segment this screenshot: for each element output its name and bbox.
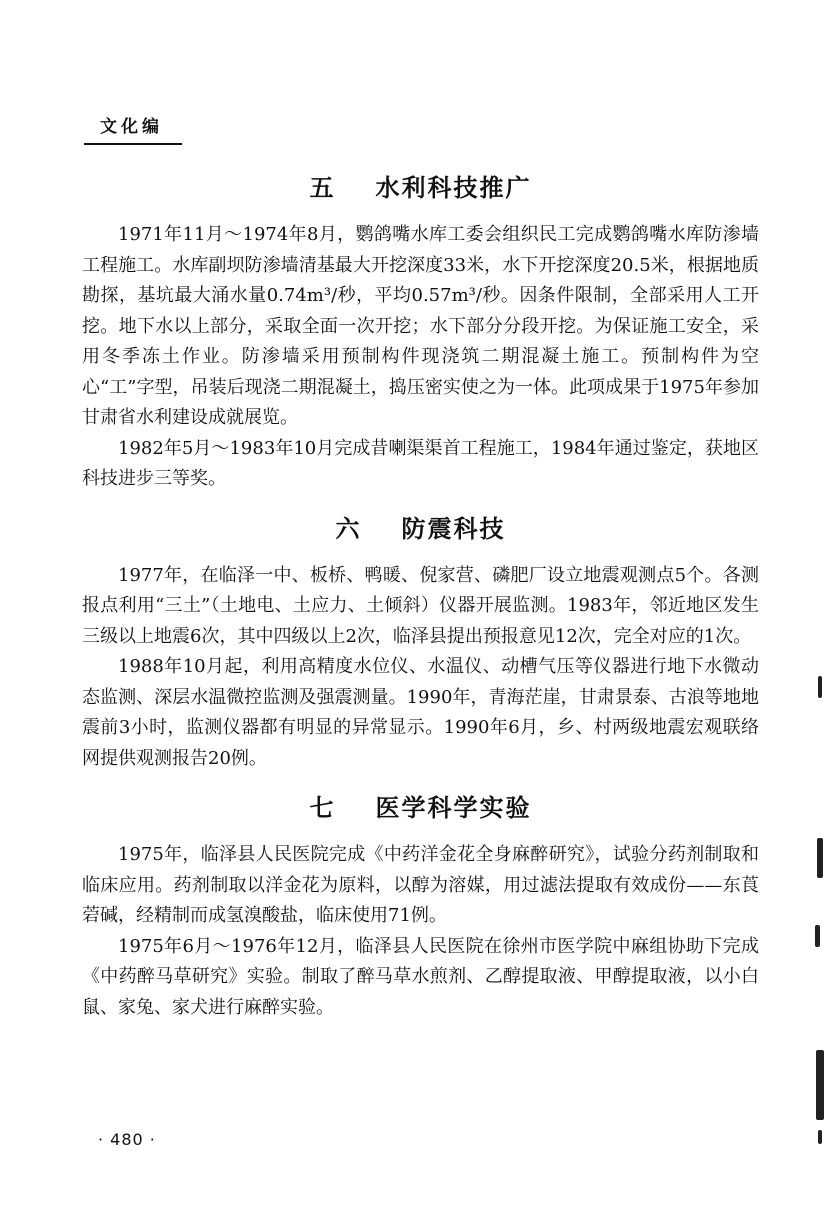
section-title-text: 防震科技 — [401, 513, 506, 543]
section-number: 七 — [309, 793, 336, 822]
section-medical-experiment — [82, 790, 759, 1023]
scan-artifact — [817, 838, 823, 878]
section-title — [82, 790, 759, 826]
scan-artifact — [815, 925, 820, 947]
section-number: 五 — [309, 173, 336, 202]
section-title — [82, 170, 759, 206]
paragraph: 1975年6月～1976年12月，临泽县人民医院在徐州市医学院中麻组协助下完成《中药醉马草研究》实验。制取了醉马草水煎剂、乙醇提取液、甲醇提取液，以小白鼠、家兔、家犬进行麻醉实验。 — [82, 935, 759, 1018]
paragraph: 1971年11月～1974年8月，鹦鸽嘴水库工委会组织民工完成鹦鸽嘴水库防渗墙工程施工。水库副坝防渗墙清基最大开挖深度33米，水下开挖深度20.5米，根据地质勘探，基坑最大涌水量0.74m³/秒，平均0.57m³/秒。因条件限制，全部采用人工开挖。地下水以上部分，采取全面一次开挖；水下部分分段开挖。为保证施工安全，采用冬季冻土作业。防渗墙采用预制构件现浇筑二期混凝土施工。预制构件为空心“工”字型，吊装后现浇二期混凝土，捣压密实使之为一体。此项成果于1975年参加甘肃省水利建设成就展览。 — [82, 224, 759, 428]
section-title-text: 水利科技推广 — [375, 173, 532, 202]
paragraph: 1975年，临泽县人民医院完成《中药洋金花全身麻醉研究》，试验分药剂制取和临床应用。药剂制取以洋金花为原料，以醇为溶媒，用过滤法提取有效成份——东莨菪碱，经精制而成氢溴酸盐，临床使用71例。 — [82, 844, 759, 926]
section-title-text: 医学科学实验 — [375, 793, 532, 822]
chapter-header: 文化编 — [84, 112, 182, 145]
scan-artifact — [816, 1050, 824, 1120]
paragraph: 1988年10月起，利用高精度水位仪、水温仪、动槽气压等仪器进行地下水微动态监测、深层水温微控监测及强震测量。1990年，青海茫崖，甘肃景泰、古浪等地地震前3小时，监测仪器都有明显的异常显示。1990年6月，乡、村两级地震宏观联络网提供观测报告20例。 — [82, 656, 759, 769]
scan-artifact — [818, 676, 822, 698]
page-number: · 480 · — [98, 1130, 156, 1149]
paragraph: 1982年5月～1983年10月完成昔喇渠渠首工程施工，1984年通过鉴定，获地区科技进步三等奖。 — [82, 437, 759, 489]
page-body — [82, 170, 759, 1039]
section-earthquake-tech — [82, 511, 759, 775]
section-number: 六 — [335, 513, 362, 543]
section-title — [82, 511, 759, 547]
scan-artifact — [818, 1130, 822, 1144]
section-water-tech — [82, 170, 759, 495]
paragraph: 1977年，在临泽一中、板桥、鸭暖、倪家营、磷肥厂设立地震观测点5个。各测报点利用“三土”（土地电、土应力、土倾斜）仪器开展监测。1983年，邻近地区发生三级以上地震6次，其中四级以上2次，临泽县提出预报意见12次，完全对应的1次。 — [82, 564, 759, 647]
